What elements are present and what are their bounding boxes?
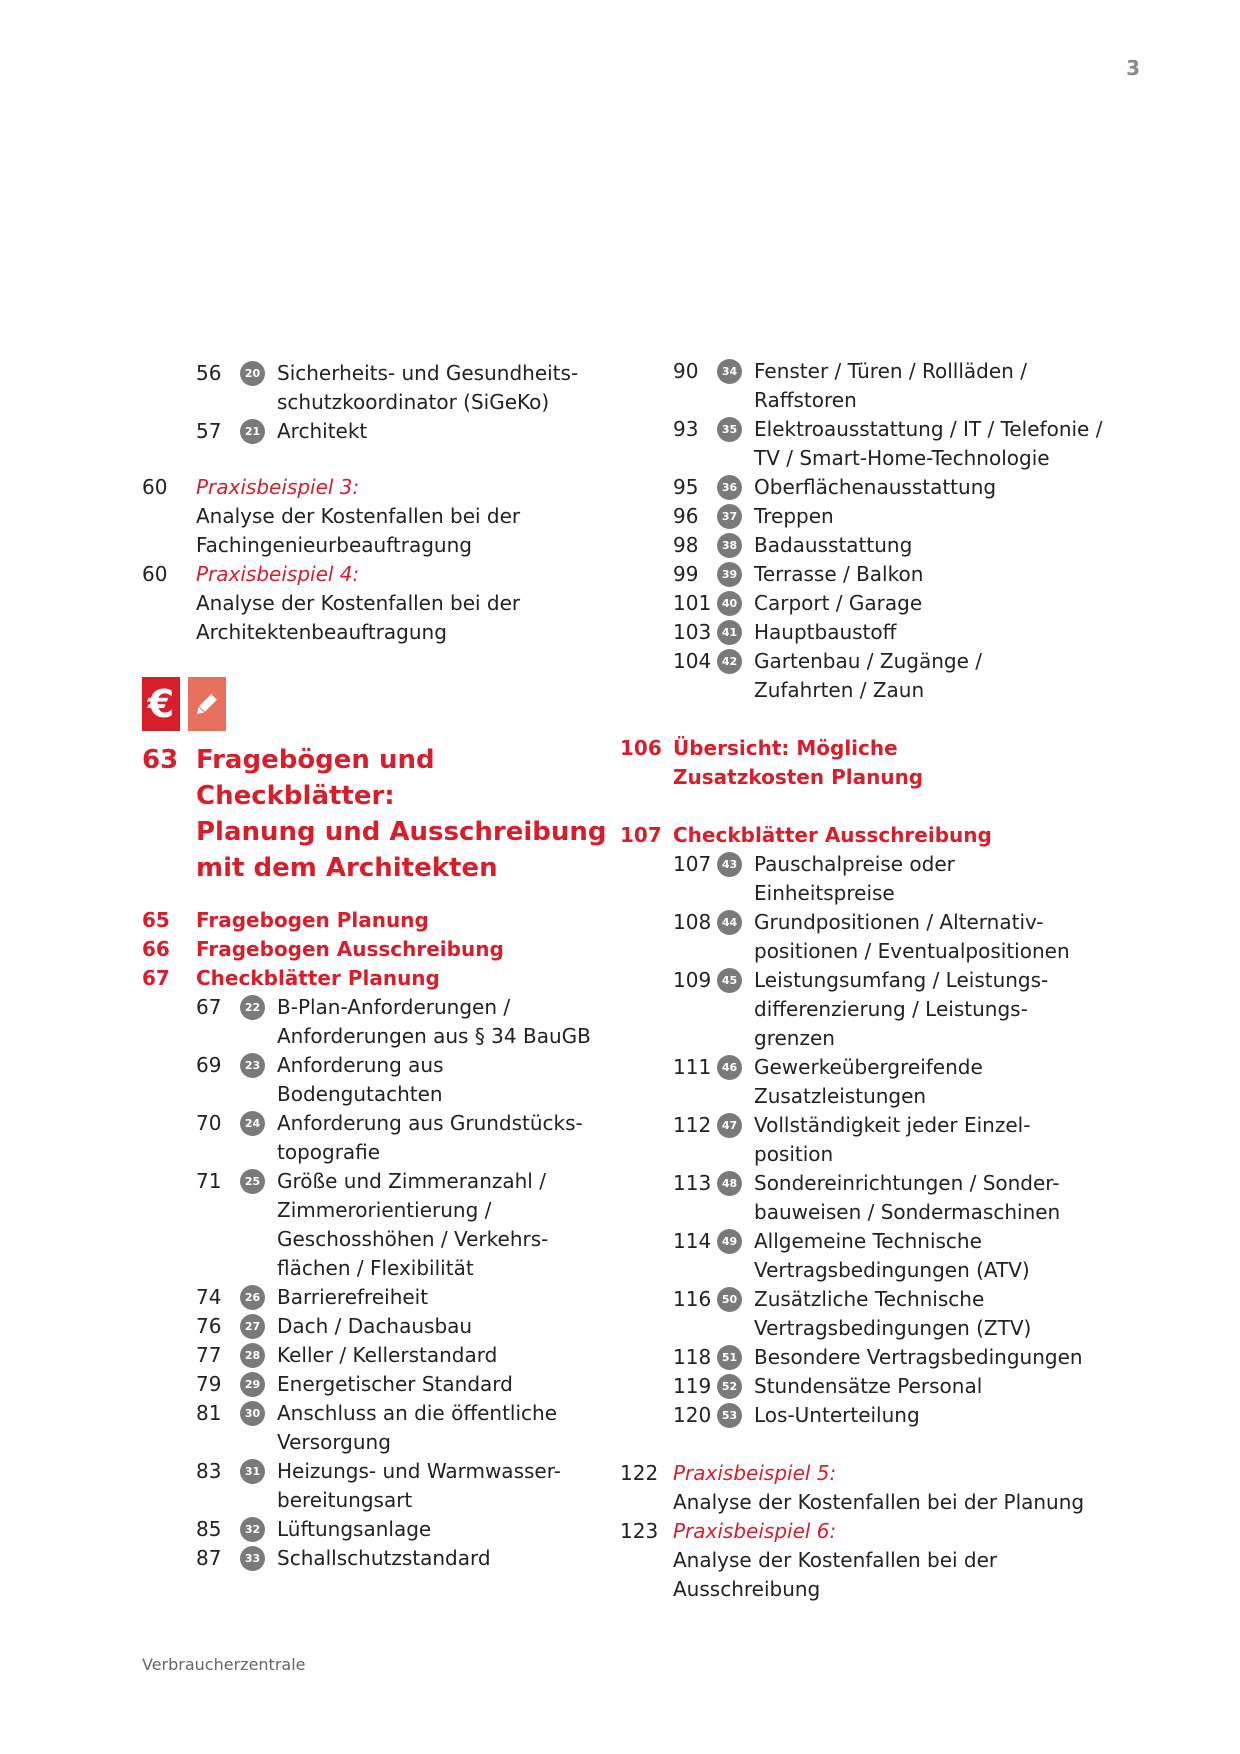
section-entry[interactable]	[142, 964, 612, 993]
toc-entry-line: Zimmerorientierung /	[277, 1198, 492, 1222]
toc-entry-line: Barrierefreiheit	[277, 1285, 429, 1309]
toc-entry-line: Anforderung aus Grundstücks-	[277, 1111, 583, 1135]
chapter-badge: 38	[717, 533, 742, 558]
toc-page-number: 95	[673, 475, 699, 499]
toc-page-number: 79	[196, 1372, 222, 1396]
chapter-badge: 49	[717, 1229, 742, 1254]
toc-entry[interactable]	[620, 850, 1140, 908]
toc-entry-line: Keller / Kellerstandard	[277, 1343, 498, 1367]
toc-page-number: 123	[620, 1519, 659, 1543]
toc-entry-line: Zusatzleistungen	[754, 1084, 927, 1108]
chapter-badge: 29	[240, 1372, 265, 1397]
example-label: Praxisbeispiel 6:	[673, 1519, 837, 1543]
toc-entry[interactable]	[620, 415, 1140, 473]
section-title: Checkblätter Ausschreibung	[673, 823, 992, 847]
section-entry[interactable]	[620, 821, 1140, 850]
toc-page-number: 107	[620, 823, 662, 847]
toc-entry[interactable]	[620, 966, 1140, 1053]
toc-entry-line: B-Plan-Anforderungen /	[277, 995, 511, 1019]
toc-entry[interactable]	[142, 1051, 612, 1109]
toc-entry-line: Architekt	[277, 419, 368, 443]
chapter-badge: 44	[717, 910, 742, 935]
example-label: Praxisbeispiel 5:	[673, 1461, 837, 1485]
toc-entry-line: Anschluss an die öffentliche	[277, 1401, 558, 1425]
chapter-badge: 34	[717, 359, 742, 384]
chapter-badge: 52	[717, 1374, 742, 1399]
toc-entry[interactable]	[620, 357, 1140, 415]
toc-entry-line: Größe und Zimmeranzahl /	[277, 1169, 546, 1193]
toc-entry-line: grenzen	[754, 1026, 835, 1050]
toc-entry-line: Energetischer Standard	[277, 1372, 513, 1396]
chapter-title-line: mit dem Architekten	[196, 853, 498, 883]
toc-page-number: 67	[196, 995, 222, 1019]
toc-entry-line: Los-Unterteilung	[754, 1403, 920, 1427]
toc-page-number: 96	[673, 504, 699, 528]
toc-entry-line: Fenster / Türen / Rollläden /	[754, 359, 1027, 383]
toc-entry-line: TV / Smart-Home-Technologie	[754, 446, 1050, 470]
chapter-title-line: Fragebögen und Checkblätter:	[196, 745, 435, 811]
example-entry[interactable]	[620, 1517, 1140, 1604]
toc-page-number: 98	[673, 533, 699, 557]
chapter-badge: 27	[240, 1314, 265, 1339]
section-entry[interactable]	[620, 734, 1140, 792]
toc-entry-line: Anforderung aus Bodengutachten	[277, 1053, 444, 1106]
chapter-badge: 42	[717, 649, 742, 674]
toc-page-number: 77	[196, 1343, 222, 1367]
toc-entry[interactable]	[142, 359, 612, 417]
toc-page-number: 104	[673, 649, 712, 673]
toc-entry[interactable]	[620, 1053, 1140, 1111]
toc-page-number: 66	[142, 937, 170, 961]
toc-page-number: 74	[196, 1285, 222, 1309]
toc-entry[interactable]	[620, 1343, 1140, 1372]
example-entry[interactable]	[142, 473, 612, 560]
section-title: Fragebogen Ausschreibung	[196, 937, 504, 961]
toc-entry-line: Grundpositionen / Alternativ-	[754, 910, 1044, 934]
toc-page-number: 108	[673, 910, 712, 934]
example-label: Praxisbeispiel 3:	[196, 475, 360, 499]
toc-page-number: 120	[673, 1403, 712, 1427]
toc-entry-line: Pauschalpreise oder	[754, 852, 955, 876]
toc-entry-line: Vertragsbedingungen (ZTV)	[754, 1316, 1032, 1340]
toc-page-number: 83	[196, 1459, 222, 1483]
toc-entry-line: Fachingenieurbeauftragung	[196, 533, 472, 557]
chapter-badge: 53	[717, 1403, 742, 1428]
toc-left-column	[142, 359, 612, 1573]
chapter-badge: 47	[717, 1113, 742, 1138]
chapter-title-line: Planung und Ausschreibung	[196, 817, 607, 847]
example-label: Praxisbeispiel 4:	[196, 562, 360, 586]
chapter-badge: 22	[240, 995, 265, 1020]
toc-entry-line: Architektenbeauftragung	[196, 620, 447, 644]
toc-entry-line: Vollständigkeit jeder Einzel-	[754, 1113, 1031, 1137]
toc-entry[interactable]	[142, 1370, 612, 1399]
toc-page-number: 93	[673, 417, 699, 441]
chapter-badge: 50	[717, 1287, 742, 1312]
toc-entry[interactable]	[142, 1544, 612, 1573]
toc-page-number: 87	[196, 1546, 222, 1570]
toc-entry-line: Besondere Vertragsbedingungen	[754, 1345, 1083, 1369]
chapter-badge: 26	[240, 1285, 265, 1310]
toc-page-number: 119	[673, 1374, 712, 1398]
toc-entry[interactable]	[620, 473, 1140, 502]
toc-entry[interactable]	[620, 1169, 1140, 1227]
toc-entry-line: Allgemeine Technische	[754, 1229, 982, 1253]
toc-entry[interactable]	[142, 1341, 612, 1370]
toc-right-column	[620, 357, 1140, 1604]
chapter-badge: 36	[717, 475, 742, 500]
section-title: Fragebogen Planung	[196, 908, 429, 932]
toc-entry[interactable]	[620, 1372, 1140, 1401]
chapter-badge: 40	[717, 591, 742, 616]
section-title-line: Übersicht: Mögliche	[673, 736, 898, 760]
toc-entry[interactable]	[620, 1401, 1140, 1430]
toc-entry-line: position	[754, 1142, 834, 1166]
toc-entry[interactable]	[620, 1111, 1140, 1169]
toc-page-number: 76	[196, 1314, 222, 1338]
chapter-heading[interactable]	[142, 742, 612, 886]
toc-page-number: 60	[142, 562, 168, 586]
toc-page-number: 106	[620, 736, 662, 760]
pencil-icon	[188, 677, 226, 731]
toc-entry-line: Heizungs- und Warmwasser-	[277, 1459, 561, 1483]
toc-entry-line: Versorgung	[277, 1430, 391, 1454]
chapter-badge: 33	[240, 1546, 265, 1571]
toc-page-number: 116	[673, 1287, 712, 1311]
toc-page-number: 99	[673, 562, 699, 586]
toc-entry-line: Sondereinrichtungen / Sonder-	[754, 1171, 1060, 1195]
toc-page-number: 113	[673, 1171, 712, 1195]
chapter-badge: 35	[717, 417, 742, 442]
toc-page-number: 122	[620, 1461, 659, 1485]
toc-page-number: 112	[673, 1113, 712, 1137]
toc-entry-line: Hauptbaustoff	[754, 620, 897, 644]
toc-entry-line: Vertragsbedingungen (ATV)	[754, 1258, 1030, 1282]
chapter-badge: 21	[240, 419, 265, 444]
chapter-badge: 31	[240, 1459, 265, 1484]
toc-entry-line: topografie	[277, 1140, 381, 1164]
toc-entry-line: schutzkoordinator (SiGeKo)	[277, 390, 550, 414]
toc-entry-line: Geschosshöhen / Verkehrs-	[277, 1227, 549, 1251]
toc-entry-line: Analyse der Kostenfallen bei der	[196, 504, 521, 528]
toc-entry[interactable]	[620, 908, 1140, 966]
toc-page-number: 103	[673, 620, 712, 644]
example-entry[interactable]	[142, 560, 612, 647]
toc-entry-line: Analyse der Kostenfallen bei der	[196, 591, 521, 615]
toc-entry-line: Stundensätze Personal	[754, 1374, 983, 1398]
page-number: 3	[1126, 56, 1140, 80]
toc-entry-line: Zufahrten / Zaun	[754, 678, 925, 702]
toc-entry-line: positionen / Eventualpositionen	[754, 939, 1070, 963]
toc-page-number: 67	[142, 966, 170, 990]
toc-entry-line: differenzierung / Leistungs-	[754, 997, 1028, 1021]
toc-page-number: 56	[196, 361, 222, 385]
toc-entry-line: Lüftungsanlage	[277, 1517, 432, 1541]
toc-entry[interactable]	[620, 531, 1140, 560]
toc-page-number: 81	[196, 1401, 222, 1425]
toc-page-number: 111	[673, 1055, 712, 1079]
toc-entry[interactable]	[620, 502, 1140, 531]
chapter-badge: 20	[240, 361, 265, 386]
toc-entry-line: Anforderungen aus § 34 BauGB	[277, 1024, 591, 1048]
chapter-badge: 32	[240, 1517, 265, 1542]
toc-entry-line: Treppen	[754, 504, 834, 528]
toc-entry-line: Sicherheits- und Gesundheits-	[277, 361, 579, 385]
section-entry[interactable]	[142, 906, 612, 935]
chapter-badge: 25	[240, 1169, 265, 1194]
toc-entry[interactable]	[620, 647, 1140, 705]
toc-entry-line: Oberflächenausstattung	[754, 475, 997, 499]
chapter-badge: 39	[717, 562, 742, 587]
toc-entry[interactable]	[142, 993, 612, 1051]
toc-entry-line: Leistungsumfang / Leistungs-	[754, 968, 1049, 992]
toc-entry-line: Analyse der Kostenfallen bei der	[673, 1548, 998, 1572]
euro-icon: €	[142, 677, 180, 731]
toc-entry-line: Carport / Garage	[754, 591, 923, 615]
chapter-icons	[142, 677, 612, 731]
section-entry[interactable]	[142, 935, 612, 964]
toc-page-number: 101	[673, 591, 712, 615]
chapter-badge: 30	[240, 1401, 265, 1426]
toc-entry-line: Terrasse / Balkon	[754, 562, 924, 586]
toc-entry-line: Gartenbau / Zugänge /	[754, 649, 982, 673]
toc-entry[interactable]	[142, 1312, 612, 1341]
toc-page-number: 70	[196, 1111, 222, 1135]
pencil-icon-graphic	[192, 689, 222, 719]
example-entry[interactable]	[620, 1459, 1140, 1517]
toc-entry[interactable]	[142, 1399, 612, 1457]
toc-entry[interactable]	[620, 1285, 1140, 1343]
footer-publisher: Verbraucherzentrale	[142, 1655, 306, 1674]
section-title-line: Zusatzkosten Planung	[673, 765, 924, 789]
chapter-badge: 45	[717, 968, 742, 993]
toc-entry-line: Analyse der Kostenfallen bei der Planung	[673, 1490, 1085, 1514]
chapter-badge: 51	[717, 1345, 742, 1370]
toc-entry-line: flächen / Flexibilität	[277, 1256, 474, 1280]
chapter-badge: 48	[717, 1171, 742, 1196]
section-title: Checkblätter Planung	[196, 966, 440, 990]
toc-entry[interactable]	[620, 1227, 1140, 1285]
chapter-badge: 28	[240, 1343, 265, 1368]
toc-entry[interactable]	[620, 618, 1140, 647]
toc-entry-line: Einheitspreise	[754, 881, 895, 905]
toc-page-number: 85	[196, 1517, 222, 1541]
toc-entry-line: Gewerkeübergreifende	[754, 1055, 983, 1079]
toc-entry[interactable]	[142, 417, 612, 446]
toc-entry-line: Elektroausstattung / IT / Telefonie /	[754, 417, 1103, 441]
chapter-page-number: 63	[142, 745, 179, 775]
chapter-badge: 37	[717, 504, 742, 529]
toc-entry[interactable]	[142, 1457, 612, 1515]
toc-page-number: 65	[142, 908, 170, 932]
toc-page-number: 90	[673, 359, 699, 383]
toc-entry[interactable]	[142, 1109, 612, 1167]
toc-entry[interactable]	[142, 1515, 612, 1544]
chapter-badge: 46	[717, 1055, 742, 1080]
toc-entry-line: Zusätzliche Technische	[754, 1287, 985, 1311]
toc-entry[interactable]	[142, 1167, 612, 1283]
toc-entry-line: bauweisen / Sondermaschinen	[754, 1200, 1061, 1224]
toc-page-number: 107	[673, 852, 712, 876]
chapter-badge: 43	[717, 852, 742, 877]
toc-entry-line: Dach / Dachausbau	[277, 1314, 473, 1338]
toc-entry-line: Badausstattung	[754, 533, 913, 557]
toc-page-number: 57	[196, 419, 222, 443]
toc-entry-line: Raffstoren	[754, 388, 857, 412]
toc-page-number: 69	[196, 1053, 222, 1077]
chapter-badge: 24	[240, 1111, 265, 1136]
toc-entry-line: bereitungsart	[277, 1488, 413, 1512]
chapter-badge: 41	[717, 620, 742, 645]
toc-entry-line: Ausschreibung	[673, 1577, 821, 1601]
toc-page-number: 114	[673, 1229, 712, 1253]
toc-entry[interactable]	[142, 1283, 612, 1312]
toc-entry[interactable]	[620, 589, 1140, 618]
chapter-badge: 23	[240, 1053, 265, 1078]
toc-entry[interactable]	[620, 560, 1140, 589]
toc-page-number: 118	[673, 1345, 712, 1369]
toc-page-number: 109	[673, 968, 712, 992]
toc-entry-line: Schallschutzstandard	[277, 1546, 491, 1570]
toc-page-number: 60	[142, 475, 168, 499]
toc-page-number: 71	[196, 1169, 222, 1193]
